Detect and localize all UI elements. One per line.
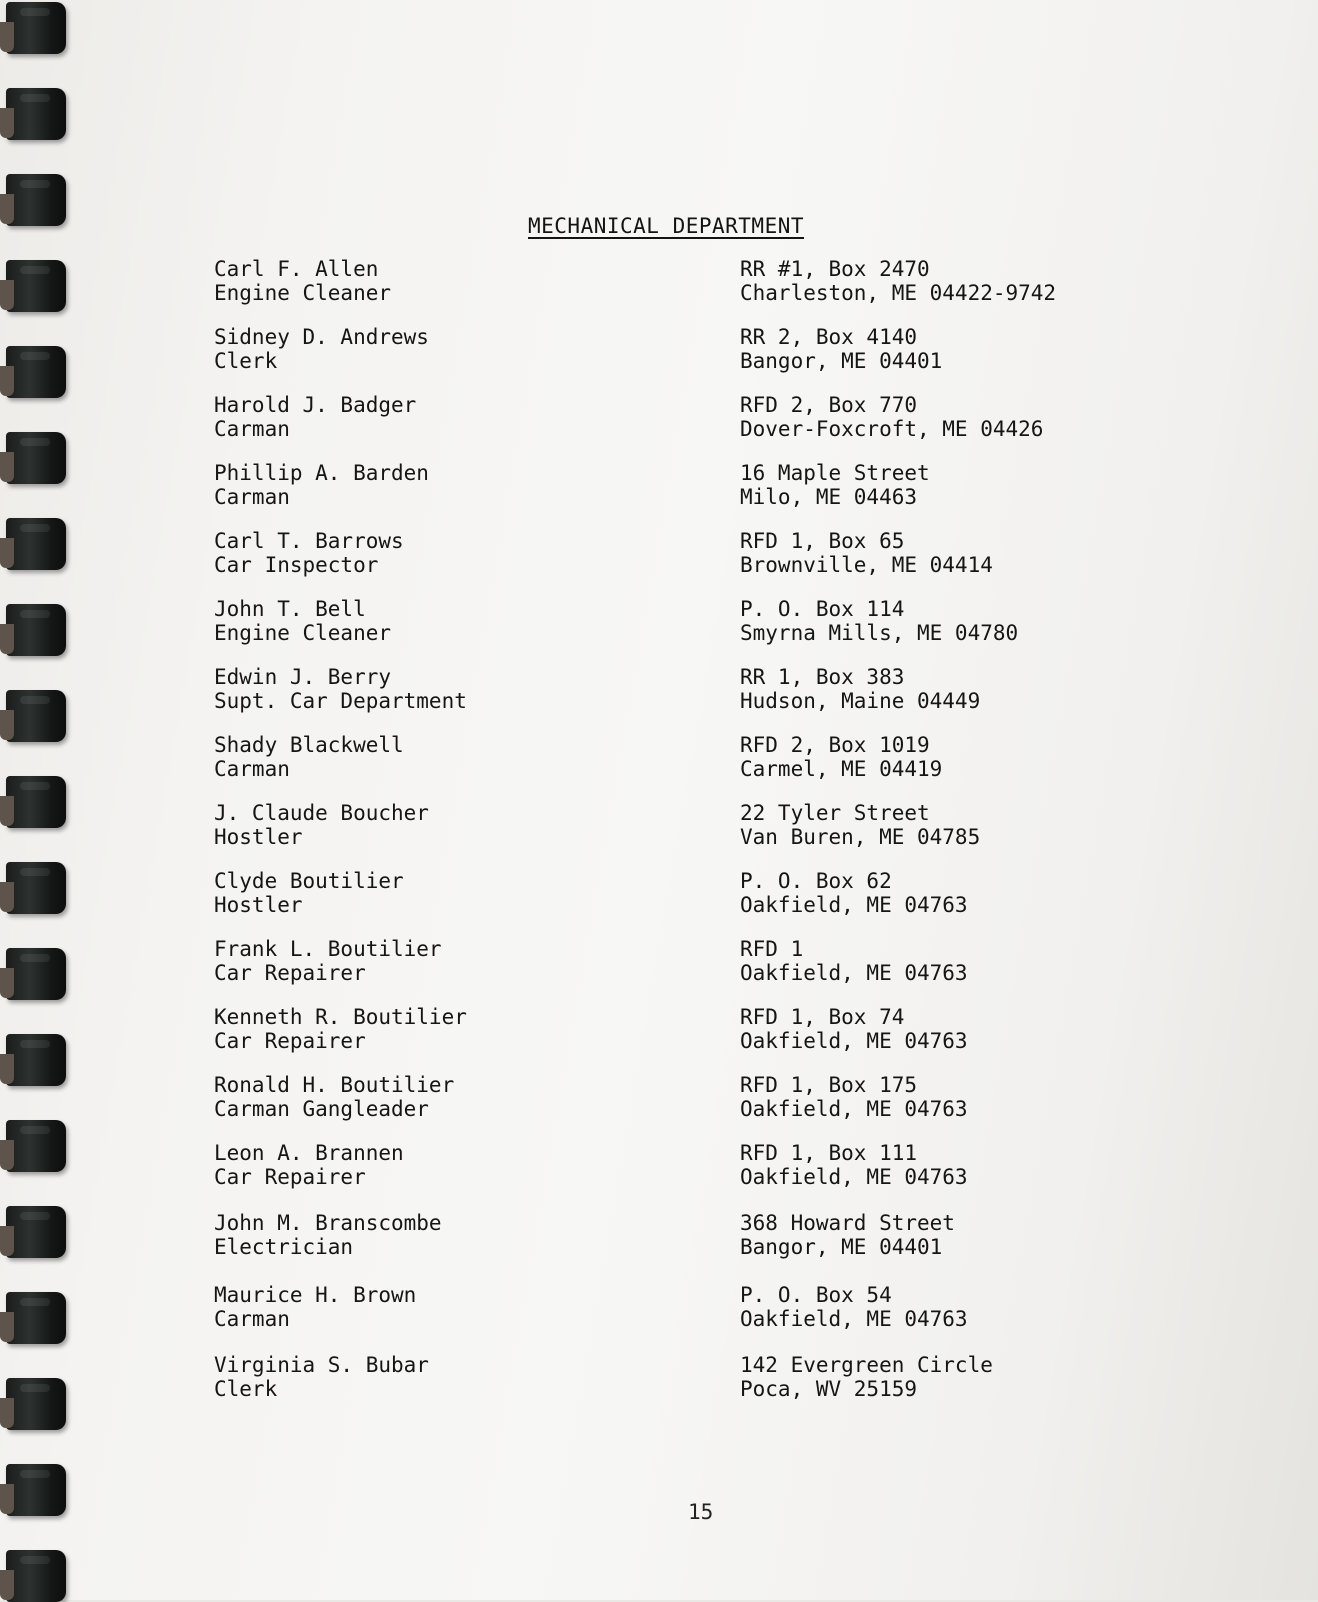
entry-name: Sidney D. Andrews bbox=[214, 325, 429, 349]
entry-title: Carman bbox=[214, 417, 290, 441]
list-item bbox=[0, 529, 1318, 589]
entry-address-line1: RR 1, Box 383 bbox=[740, 665, 905, 689]
entry-address-line2: Oakfield, ME 04763 bbox=[740, 893, 968, 917]
list-item bbox=[0, 1211, 1318, 1271]
entry-address-line1: RFD 1, Box 111 bbox=[740, 1141, 918, 1165]
entry-address-line2: Bangor, ME 04401 bbox=[740, 1235, 943, 1259]
entry-address-block bbox=[740, 257, 1056, 305]
entry-address-block bbox=[740, 869, 968, 917]
entry-name: John T. Bell bbox=[214, 597, 366, 621]
entry-title: Car Repairer bbox=[214, 1165, 366, 1189]
entry-address-line2: Dover-Foxcroft, ME 04426 bbox=[740, 417, 1044, 441]
list-item bbox=[0, 1005, 1318, 1065]
entry-name-block bbox=[214, 1283, 416, 1331]
entry-address-line2: Oakfield, ME 04763 bbox=[740, 1097, 968, 1121]
entry-title: Hostler bbox=[214, 825, 303, 849]
entry-address-block bbox=[740, 1005, 968, 1053]
entry-address-block bbox=[740, 325, 942, 373]
list-item bbox=[0, 1141, 1318, 1201]
entry-address-line2: Brownville, ME 04414 bbox=[740, 553, 993, 577]
entry-title: Car Repairer bbox=[214, 961, 366, 985]
entry-address-line2: Oakfield, ME 04763 bbox=[740, 961, 968, 985]
entry-address-line1: 16 Maple Street bbox=[740, 461, 930, 485]
entry-address-line1: RFD 2, Box 1019 bbox=[740, 733, 930, 757]
entry-address-block bbox=[740, 461, 930, 509]
entry-name-block bbox=[214, 1353, 429, 1401]
entry-name-block bbox=[214, 597, 391, 645]
entry-address-line1: 368 Howard Street bbox=[740, 1211, 955, 1235]
entry-address-line1: P. O. Box 62 bbox=[740, 869, 892, 893]
entry-title: Clerk bbox=[214, 1377, 278, 1401]
entry-name-block bbox=[214, 461, 429, 509]
entry-address-line1: RR #1, Box 2470 bbox=[740, 257, 930, 281]
entry-address-line1: 142 Evergreen Circle bbox=[740, 1353, 993, 1377]
list-item bbox=[0, 461, 1318, 521]
entry-address-block bbox=[740, 1211, 955, 1259]
entry-address-block bbox=[740, 1353, 993, 1401]
entry-name: Frank L. Boutilier bbox=[214, 937, 442, 961]
list-item bbox=[0, 1073, 1318, 1133]
binding-coil bbox=[6, 88, 66, 140]
page-number: 15 bbox=[688, 1500, 714, 1524]
binding-coil bbox=[6, 174, 66, 226]
entry-name-block bbox=[214, 529, 404, 577]
entry-name: Harold J. Badger bbox=[214, 393, 417, 417]
entry-address-line2: Smyrna Mills, ME 04780 bbox=[740, 621, 1019, 645]
entry-name: Edwin J. Berry bbox=[214, 665, 392, 689]
entry-name: John M. Branscombe bbox=[214, 1211, 442, 1235]
entry-name: Shady Blackwell bbox=[214, 733, 404, 757]
entry-title: Hostler bbox=[214, 893, 303, 917]
entry-title: Car Inspector bbox=[214, 553, 379, 577]
entry-address-line2: Carmel, ME 04419 bbox=[740, 757, 943, 781]
entry-title: Carman bbox=[214, 1307, 290, 1331]
list-item bbox=[0, 665, 1318, 725]
list-item bbox=[0, 937, 1318, 997]
entry-name: Carl T. Barrows bbox=[214, 529, 404, 553]
entry-title: Carman bbox=[214, 485, 290, 509]
entry-name-block bbox=[214, 393, 416, 441]
entry-address-block bbox=[740, 1141, 968, 1189]
entry-address-block bbox=[740, 597, 1018, 645]
page-title: MECHANICAL DEPARTMENT bbox=[528, 214, 805, 238]
entry-address-line1: RR 2, Box 4140 bbox=[740, 325, 918, 349]
entry-name: Ronald H. Boutilier bbox=[214, 1073, 455, 1097]
list-item bbox=[0, 733, 1318, 793]
entry-name-block bbox=[214, 665, 467, 713]
entry-address-line1: 22 Tyler Street bbox=[740, 801, 930, 825]
entry-name: Leon A. Brannen bbox=[214, 1141, 404, 1165]
entry-name: J. Claude Boucher bbox=[214, 801, 429, 825]
entry-address-line1: RFD 1, Box 74 bbox=[740, 1005, 905, 1029]
list-item bbox=[0, 393, 1318, 453]
entry-address-line2: Milo, ME 04463 bbox=[740, 485, 918, 509]
entry-address-line2: Oakfield, ME 04763 bbox=[740, 1029, 968, 1053]
list-item bbox=[0, 801, 1318, 861]
entry-name-block bbox=[214, 325, 429, 373]
entry-address-block bbox=[740, 733, 942, 781]
entry-name: Phillip A. Barden bbox=[214, 461, 429, 485]
list-item bbox=[0, 325, 1318, 385]
list-item bbox=[0, 869, 1318, 929]
entry-address-block bbox=[740, 1073, 968, 1121]
entry-address-block bbox=[740, 801, 980, 849]
list-item bbox=[0, 257, 1318, 317]
entry-address-block bbox=[740, 665, 980, 713]
entry-name-block bbox=[214, 801, 429, 849]
entry-name: Carl F. Allen bbox=[214, 257, 379, 281]
entry-name-block bbox=[214, 1073, 454, 1121]
entry-address-block bbox=[740, 937, 968, 985]
entry-address-line1: RFD 2, Box 770 bbox=[740, 393, 918, 417]
entry-address-line2: Charleston, ME 04422-9742 bbox=[740, 281, 1057, 305]
entry-title: Carman Gangleader bbox=[214, 1097, 429, 1121]
entry-title: Engine Cleaner bbox=[214, 281, 392, 305]
entry-name-block bbox=[214, 1141, 404, 1189]
list-item bbox=[0, 1283, 1318, 1343]
entry-name-block bbox=[214, 1211, 442, 1259]
entry-address-line2: Oakfield, ME 04763 bbox=[740, 1165, 968, 1189]
entry-title: Clerk bbox=[214, 349, 278, 373]
entry-address-line2: Van Buren, ME 04785 bbox=[740, 825, 981, 849]
entry-address-line1: RFD 1 bbox=[740, 937, 804, 961]
entry-address-line2: Hudson, Maine 04449 bbox=[740, 689, 981, 713]
entry-address-line1: RFD 1, Box 65 bbox=[740, 529, 905, 553]
entry-title: Car Repairer bbox=[214, 1029, 366, 1053]
entry-address-block bbox=[740, 393, 1043, 441]
entry-address-line1: P. O. Box 114 bbox=[740, 597, 905, 621]
entry-title: Supt. Car Department bbox=[214, 689, 467, 713]
entry-address-line1: RFD 1, Box 175 bbox=[740, 1073, 918, 1097]
entry-address-block bbox=[740, 529, 993, 577]
entry-name-block bbox=[214, 257, 391, 305]
binding-coil bbox=[6, 2, 66, 54]
entry-title: Carman bbox=[214, 757, 290, 781]
binding-coil bbox=[6, 1550, 66, 1602]
entry-title: Electrician bbox=[214, 1235, 354, 1259]
entry-address-block bbox=[740, 1283, 968, 1331]
entry-address-line2: Bangor, ME 04401 bbox=[740, 349, 943, 373]
entry-name-block bbox=[214, 869, 404, 917]
entry-address-line2: Oakfield, ME 04763 bbox=[740, 1307, 968, 1331]
entry-address-line1: P. O. Box 54 bbox=[740, 1283, 892, 1307]
binding-coil bbox=[6, 1464, 66, 1516]
entry-name-block bbox=[214, 733, 404, 781]
entry-name: Kenneth R. Boutilier bbox=[214, 1005, 467, 1029]
entry-address-line2: Poca, WV 25159 bbox=[740, 1377, 918, 1401]
entry-name-block bbox=[214, 937, 442, 985]
entry-name-block bbox=[214, 1005, 467, 1053]
entry-name: Virginia S. Bubar bbox=[214, 1353, 429, 1377]
list-item bbox=[0, 1353, 1318, 1413]
entry-name: Maurice H. Brown bbox=[214, 1283, 417, 1307]
entry-name: Clyde Boutilier bbox=[214, 869, 404, 893]
list-item bbox=[0, 597, 1318, 657]
entry-title: Engine Cleaner bbox=[214, 621, 392, 645]
